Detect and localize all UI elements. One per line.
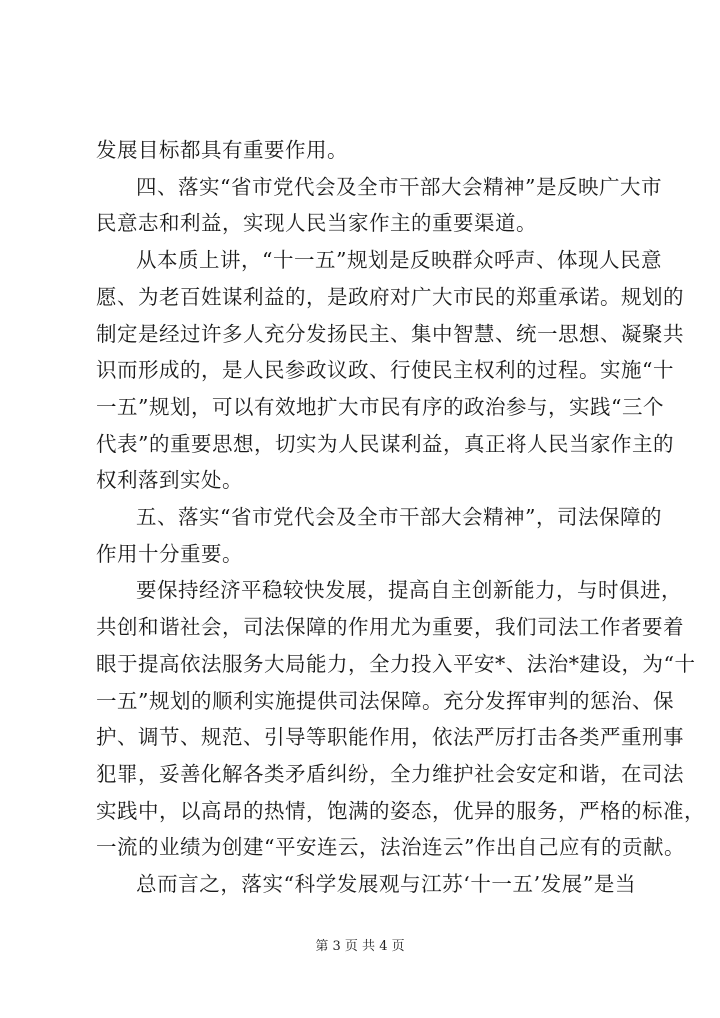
heading-four-line-1: 四、落实“省市党代会及全市干部大会精神”是反映广大市: [136, 174, 662, 199]
text-line: 一五”规划的顺利实施提供司法保障。充分发挥审判的惩治、保: [96, 688, 674, 713]
heading-five-line-1: 五、落实“省市党代会及全市干部大会精神”，司法保障的: [136, 505, 662, 529]
heading-four-line-2: 民意志和利益，实现人民当家作主的重要渠道。: [96, 211, 537, 236]
text-line: 从本质上讲，“十一五”规划是反映群众呼声、体现人民意: [136, 248, 662, 273]
text-line: 愿、为老百姓谋利益的，是政府对广大市民的郑重承诺。规划的: [96, 284, 684, 309]
text-line: 总而言之，落实“科学发展观与江苏‘十一五’发展”是当: [136, 872, 636, 896]
text-line: 发展目标都具有重要作用。: [96, 138, 348, 162]
heading-five-line-2: 作用十分重要。: [96, 541, 243, 566]
text-line: 要保持经济平稳较快发展，提高自主创新能力，与时俱进，: [136, 578, 682, 603]
page-footer: 第 3 页 共 4 页: [315, 939, 405, 954]
text-line: 护、调节、规范、引导等职能作用，依法严厉打击各类严重刑事: [96, 725, 684, 750]
text-line: 识而形成的，是人民参政议政、行使民主权利的过程。实施“十: [96, 358, 674, 383]
text-line: 共创和谐社会，司法保障的作用尤为重要，我们司法工作者要着: [96, 615, 684, 640]
text-line: 犯罪，妥善化解各类矛盾纠纷，全力维护社会安定和谐，在司法: [96, 761, 684, 786]
text-line: 实践中，以高昂的热情，饱满的姿态，优异的服务，严格的标准，: [96, 798, 705, 823]
text-line: 权利落到实处。: [96, 468, 243, 493]
text-line: 一流的业绩为创建“平安连云，法治连云”作出自己应有的贡献。: [96, 835, 685, 860]
text-line: 制定是经过许多人充分发扬民主、集中智慧、统一思想、凝聚共: [96, 321, 684, 346]
text-line: 一五”规划，可以有效地扩大市民有序的政治参与，实践“三个: [96, 394, 664, 419]
text-line: 代表”的重要思想，切实为人民谋利益，真正将人民当家作主的: [96, 431, 674, 456]
text-line: 眼于提高依法服务大局能力，全力投入平安*、法治*建设，为“十: [96, 651, 696, 676]
